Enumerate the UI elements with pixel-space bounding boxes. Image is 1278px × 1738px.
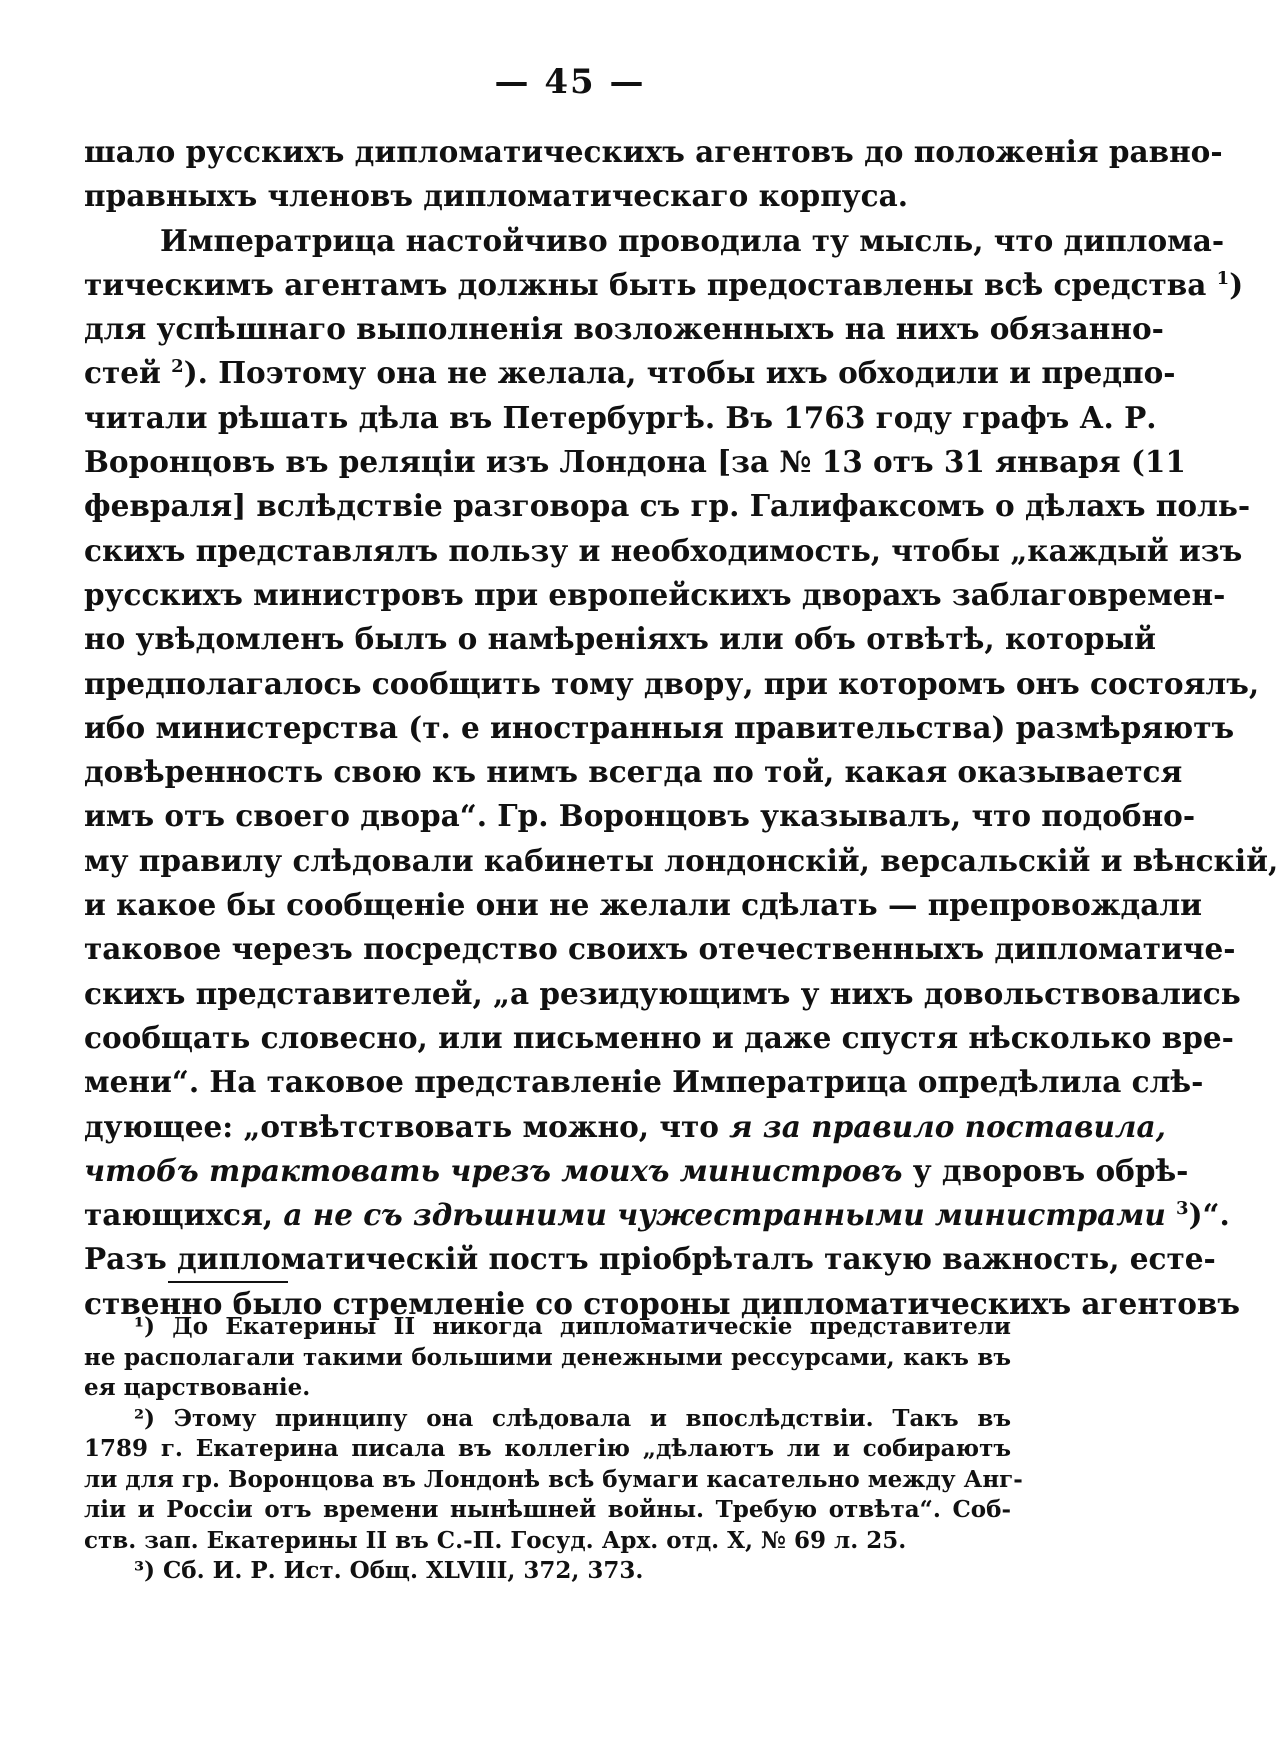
text-line: Воронцовъ въ реляціи изъ Лондона [за № 13 отъ 31 января (11 — [84, 444, 1186, 480]
text-line: стей $^2$). Поэтому она не желала, чтобы ихъ обходили и предпо- — [84, 355, 1176, 391]
text-line: дующее: „отвѣтствовать можно, что я за правило поставила, — [84, 1108, 1166, 1144]
text-line: скихъ представителей, „а резидующимъ у нихъ довольствовались — [84, 975, 1241, 1011]
text-line: Разъ дипломатическій постъ пріобрѣталъ такую важность, есте- — [84, 1241, 1216, 1277]
footnote-1: ¹) До Екатерины II никогда дипломатическіе представители — [134, 1313, 1011, 1340]
paragraph-start-line: Императрица настойчиво проводила ту мысль, что диплома- — [160, 222, 1225, 258]
text-line: му правилу слѣдовали кабинеты лондонскій, версальскій и вѣнскій, — [84, 842, 1278, 878]
footnote-3: ³) Сб. И. Р. Ист. Общ. XLVIII, 372, 373. — [134, 1557, 644, 1584]
text-line: тающихся, а не съ здѣшними чужестранными министрами $^3$)“. — [84, 1197, 1230, 1233]
footnote-2: ²) Этому принципу она слѣдовала и впослѣдствіи. Такъ въ — [134, 1404, 1011, 1432]
text-line: для успѣшнаго выполненія возложенныхъ на нихъ обязанно- — [84, 311, 1164, 347]
text-line: скихъ представлялъ пользу и необходимость, чтобы „каждый изъ — [84, 532, 1243, 568]
text-line: читали рѣшать дѣла въ Петербургѣ. Въ 1763 году графъ А. Р. — [84, 399, 1157, 435]
footnote-line: ея царствованіе. — [84, 1374, 311, 1401]
page-number: — 45 — — [494, 62, 646, 102]
main-text — [84, 130, 1278, 1326]
italic-quote: я за правило поставила, — [729, 1108, 1166, 1144]
text-line: таковое черезъ посредство своихъ отечественныхъ дипломатиче- — [84, 931, 1236, 967]
footnote-ref-2: 2 — [171, 356, 184, 378]
text-line: довѣренность свою къ нимъ всегда по той, какая оказывается — [84, 754, 1183, 790]
italic-quote: чтобъ трактовать чрезъ моихъ министровъ — [84, 1152, 903, 1188]
text-line: ственно было стремленіе со стороны дипломатическихъ агентовъ — [84, 1285, 1241, 1321]
footnote-line: ліи и Россіи отъ времени нынѣшней войны. Требую отвѣта“. Соб- — [84, 1496, 1011, 1523]
text-line: и какое бы сообщеніе они не желали сдѣлать — препровождали — [84, 887, 1203, 923]
text-line: ибо министерства (т. е иностранныя правительства) размѣряютъ — [84, 709, 1235, 745]
text-line: шало русскихъ дипломатическихъ агентовъ до положенія равно- — [84, 134, 1223, 169]
footnote-line: ли для гр. Воронцова въ Лондонѣ всѣ бумаги касательно между Анг- — [84, 1465, 1023, 1493]
text-line: предполагалось сообщить тому двору, при которомъ онъ состоялъ, — [84, 665, 1260, 701]
text-line: сообщать словесно, или письменно и даже спустя нѣсколько вре- — [84, 1019, 1234, 1055]
text-line: февраля] вслѣдствіе разговора съ гр. Галифаксомъ о дѣлахъ поль- — [84, 488, 1251, 524]
footnote-line: ств. зап. Екатерины II въ С.-П. Госуд. Арх. отд. X, № 69 л. 25. — [84, 1526, 907, 1554]
text-line: мени“. На таковое представленіе Императрица опредѣлила слѣ- — [84, 1064, 1204, 1100]
text-line: но увѣдомленъ былъ о намѣреніяхъ или объ отвѣтѣ, который — [84, 621, 1156, 657]
italic-quote: а не съ здѣшними чужестранными министрами — [283, 1197, 1166, 1233]
footnote-divider — [168, 1281, 288, 1283]
text-line: чтобъ трактовать чрезъ моихъ министровъ у дворовъ обрѣ- — [84, 1152, 1189, 1188]
text-line: тическимъ агентамъ должны быть предоставлены всѣ средства $^1$) — [84, 266, 1244, 302]
footnote-line: 1789 г. Екатерина писала въ коллегію „дѣлаютъ ли и собираютъ — [84, 1435, 1011, 1462]
text-line: имъ отъ своего двора“. Гр. Воронцовъ указывалъ, что подобно- — [84, 798, 1196, 834]
footnote-ref-3: 3 — [1176, 1198, 1189, 1220]
footnote-line: не располагали такими большими денежными рессурсами, какъ въ — [84, 1343, 1011, 1371]
footnotes — [84, 1312, 1023, 1587]
text-line: правныхъ членовъ дипломатическаго корпуса. — [84, 178, 909, 214]
text-line: русскихъ министровъ при европейскихъ дворахъ заблаговремен- — [84, 576, 1226, 612]
footnote-ref-1: 1 — [1216, 268, 1230, 290]
